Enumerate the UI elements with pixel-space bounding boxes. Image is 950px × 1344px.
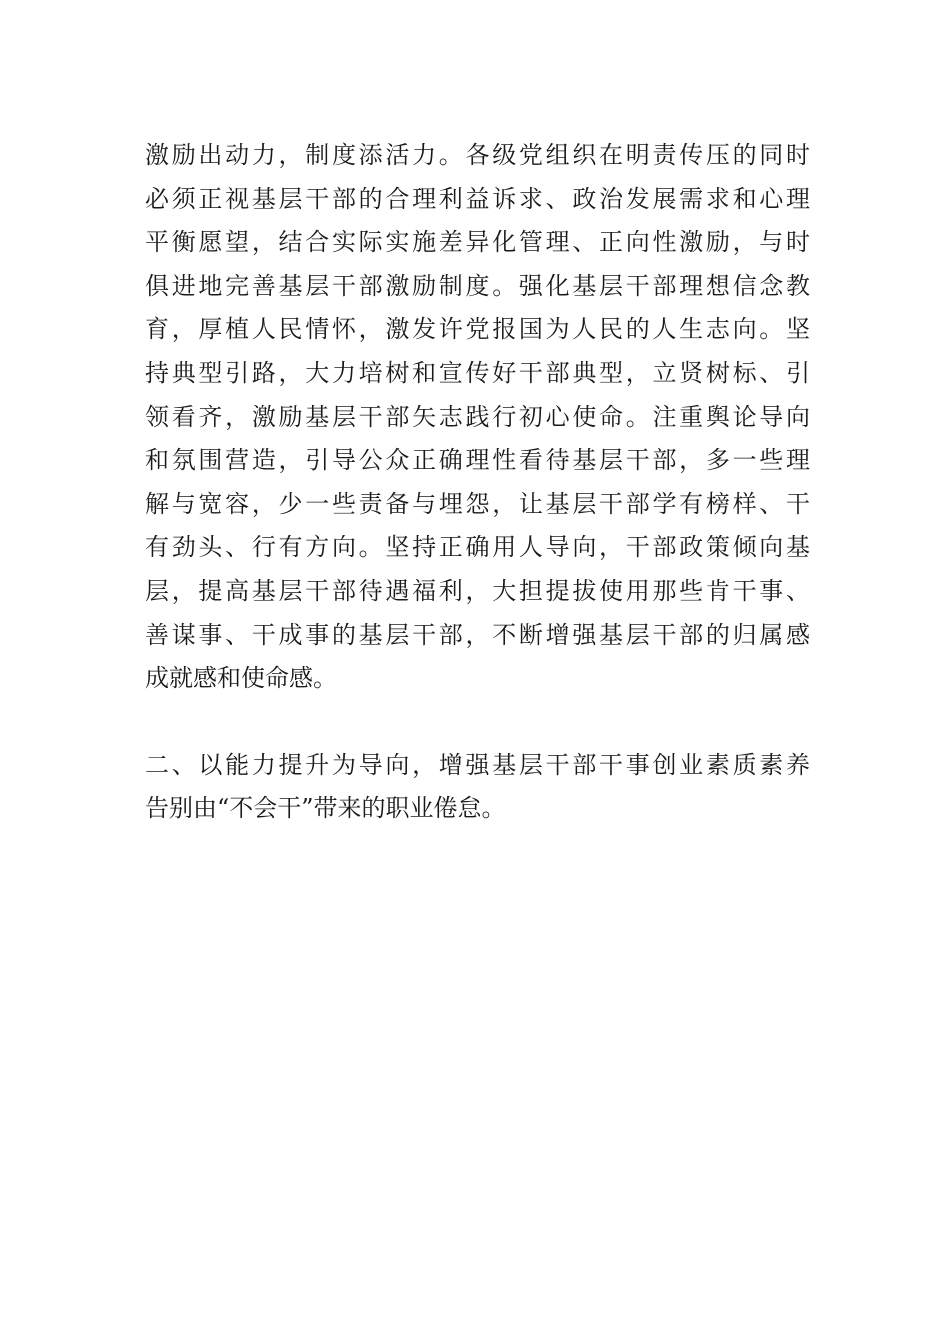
heading-line: 二、以能力提升为导向，增强基层干部干事创业素质素养 xyxy=(145,750,810,779)
text-line: 俱进地完善基层干部激励制度。强化基层干部理想信念教 xyxy=(145,271,810,300)
paragraph-incentive-system xyxy=(145,134,810,701)
heading-line: 告别由“不会干”带来的职业倦怠。 xyxy=(145,794,506,823)
text-line: 必须正视基层干部的合理利益诉求、政治发展需求和心理 xyxy=(145,184,810,213)
section-heading-capability xyxy=(145,744,810,831)
text-line: 领看齐，激励基层干部矢志践行初心使命。注重舆论导向 xyxy=(145,402,810,431)
text-line: 激励出动力，制度添活力。各级党组织在明责传压的同时 xyxy=(145,141,810,169)
document-body xyxy=(145,134,810,831)
text-line: 有劲头、行有方向。坚持正确用人导向，干部政策倾向基 xyxy=(145,533,810,562)
text-line: 平衡愿望，结合实际实施差异化管理、正向性激励，与时 xyxy=(145,228,810,257)
text-line: 成就感和使命感。 xyxy=(145,664,337,693)
text-line: 育，厚植人民情怀，激发许党报国为人民的人生志向。坚 xyxy=(145,315,810,344)
text-line: 层，提高基层干部待遇福利，大担提拔使用那些肯干事、 xyxy=(145,576,810,605)
text-line: 持典型引路，大力培树和宣传好干部典型，立贤树标、引 xyxy=(145,358,810,387)
text-line: 善谋事、干成事的基层干部，不断增强基层干部的归属感 xyxy=(145,620,810,649)
text-line: 和氛围营造，引导公众正确理性看待基层干部，多一些理 xyxy=(145,446,810,475)
text-line: 解与宽容，少一些责备与埋怨，让基层干部学有榜样、干 xyxy=(145,489,810,518)
